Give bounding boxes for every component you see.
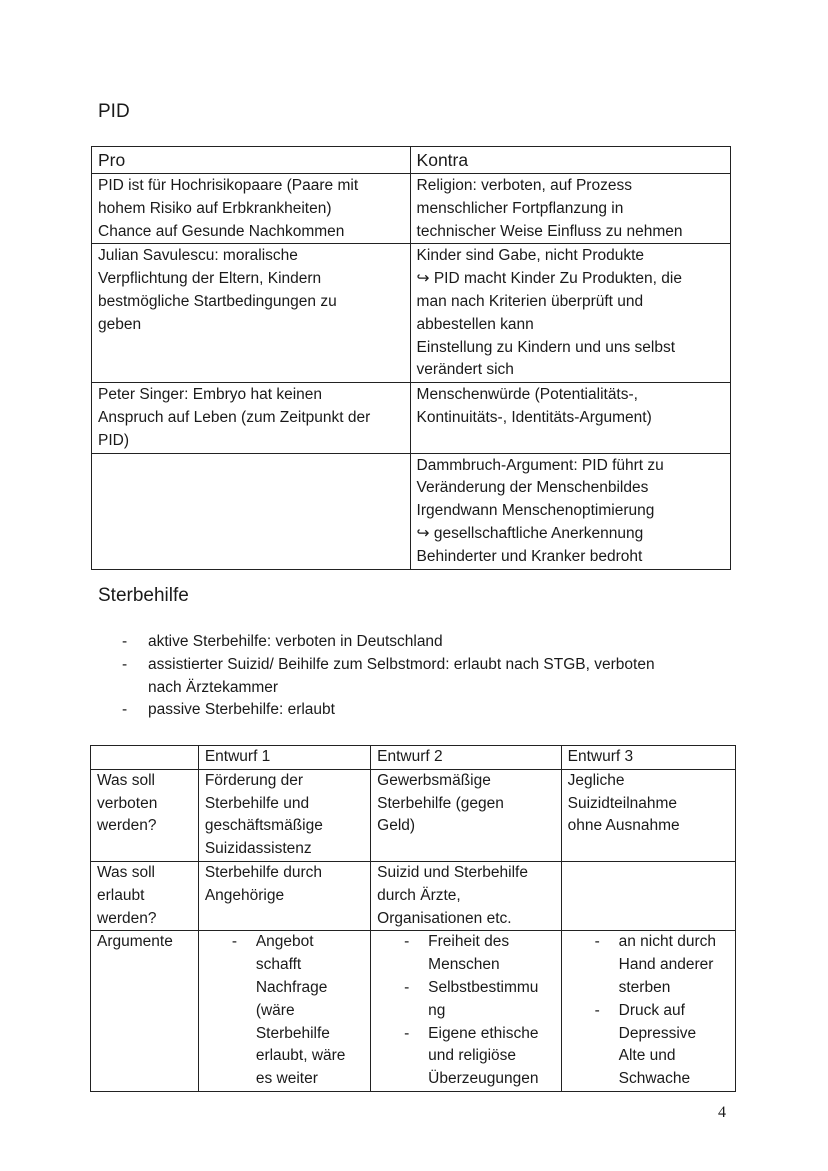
text-line: Anspruch auf Leben (zum Zeitpunkt der xyxy=(98,408,371,426)
text-line: erlaubt, wäre xyxy=(255,1047,346,1065)
list-item xyxy=(568,931,729,999)
entwurf-header-3: Entwurf 3 xyxy=(561,746,735,770)
pid-pro-cell xyxy=(92,244,411,383)
list-item xyxy=(205,931,364,1091)
text-line: passive Sterbehilfe: erlaubt xyxy=(148,701,335,719)
sterbehilfe-bullet-list xyxy=(122,631,742,722)
text-line: Veränderung der Menschenbildes xyxy=(416,479,649,497)
text-line: werden? xyxy=(97,909,157,927)
text-line: es weiter xyxy=(255,1070,318,1088)
table-cell xyxy=(198,861,370,930)
pid-pro-cell xyxy=(92,174,411,244)
text-line: assistierter Suizid/ Beihilfe zum Selbstmord: erlaubt nach STGB, verboten xyxy=(148,655,655,673)
text-line: man nach Kriterien überprüft und xyxy=(416,292,644,310)
row-label-argumente: Argumente xyxy=(91,931,199,1092)
dash-bullet-icon: - xyxy=(122,655,128,673)
text-line: Dammbruch-Argument: PID führt zu xyxy=(416,456,664,474)
table-row xyxy=(92,383,731,453)
pid-kontra-cell xyxy=(410,244,730,383)
text-line: Peter Singer: Embryo hat keinen xyxy=(98,386,323,404)
text-line: Menschen xyxy=(428,956,500,974)
argument-list xyxy=(568,931,729,1091)
pid-kontra-cell xyxy=(410,174,730,244)
page-number: 4 xyxy=(718,1104,726,1121)
table-cell-empty xyxy=(561,861,735,930)
text-line: und religiöse xyxy=(428,1047,517,1065)
pid-table-header-row xyxy=(92,147,731,174)
text-line: Angebot xyxy=(255,933,314,951)
text-line: verboten xyxy=(97,794,158,812)
text-line: durch Ärzte, xyxy=(377,886,461,904)
text-line: nach Ärztekammer xyxy=(148,678,279,696)
entwurf-header-1: Entwurf 1 xyxy=(198,746,370,770)
list-item xyxy=(377,1023,554,1091)
text-line: schafft xyxy=(255,956,302,974)
text-line: an nicht durch xyxy=(618,933,716,951)
text-line: PID) xyxy=(98,431,129,449)
text-line: verändert sich xyxy=(416,361,514,379)
pid-heading: PID xyxy=(98,101,130,122)
sterbehilfe-heading: Sterbehilfe xyxy=(98,585,189,606)
table-cell xyxy=(371,861,561,930)
text-line: Überzeugungen xyxy=(428,1070,539,1088)
text-line: Behinderter und Kranker bedroht xyxy=(416,547,643,565)
dash-bullet-icon: - xyxy=(594,1001,600,1019)
argument-list xyxy=(377,931,554,1091)
text-line: Hand anderer xyxy=(618,956,714,974)
argument-list xyxy=(205,931,364,1091)
text-line: Depressive xyxy=(618,1024,697,1042)
text-line: erlaubt xyxy=(97,886,145,904)
text-line: Religion: verboten, auf Prozess xyxy=(416,177,632,194)
text-line: Was soll xyxy=(97,771,155,789)
entwurf-table xyxy=(90,745,736,1092)
dash-bullet-icon: - xyxy=(122,633,128,650)
text-line: Selbstbestimmu xyxy=(428,978,539,996)
text-line: Suizidteilnahme xyxy=(567,794,678,812)
entwurf-header-row xyxy=(91,746,736,770)
text-line: ↪ PID macht Kinder Zu Produkten, die xyxy=(416,270,682,288)
text-line: technischer Weise Einfluss zu nehmen xyxy=(416,222,683,240)
list-item xyxy=(122,699,742,722)
table-row xyxy=(92,174,731,244)
text-line: Was soll xyxy=(97,863,155,881)
text-line: (wäre xyxy=(255,1001,295,1019)
text-line: Druck auf xyxy=(618,1001,685,1019)
dash-bullet-icon: - xyxy=(404,978,410,996)
text-line: Geld) xyxy=(377,817,416,835)
text-line: Jegliche xyxy=(567,771,625,789)
text-line: Eigene ethische xyxy=(428,1024,539,1042)
text-line: Kinder sind Gabe, nicht Produkte xyxy=(416,247,645,265)
pid-pro-cell xyxy=(92,383,411,453)
text-line: Nachfrage xyxy=(255,978,328,996)
table-cell xyxy=(198,931,370,1092)
text-line: ↪ gesellschaftliche Anerkennung xyxy=(416,524,644,542)
text-line: geschäftsmäßige xyxy=(204,817,323,835)
text-line: Organisationen etc. xyxy=(377,909,512,927)
dash-bullet-icon: - xyxy=(122,701,128,719)
table-cell xyxy=(561,769,735,861)
list-item xyxy=(122,631,742,654)
text-line: Kontinuitäts-, Identitäts-Argument) xyxy=(416,408,652,426)
table-row xyxy=(91,769,736,861)
table-row xyxy=(92,244,731,383)
table-cell xyxy=(371,931,561,1092)
dash-bullet-icon: - xyxy=(594,933,600,951)
list-item xyxy=(568,1000,729,1091)
text-line: hohem Risiko auf Erbkrankheiten) xyxy=(98,199,332,217)
text-line: Sterbehilfe xyxy=(255,1024,330,1042)
text-line: Menschenwürde (Potentialitäts-, xyxy=(416,386,638,404)
pid-kontra-cell xyxy=(410,453,730,569)
text-line: bestmögliche Startbedingungen zu xyxy=(98,292,337,310)
text-line: Suizidassistenz xyxy=(204,840,312,858)
text-line: Freiheit des xyxy=(428,933,510,951)
table-row xyxy=(92,453,731,569)
list-item xyxy=(377,931,554,977)
pid-header-kontra: Kontra xyxy=(410,147,730,174)
entwurf-header-2: Entwurf 2 xyxy=(371,746,561,770)
table-cell xyxy=(198,769,370,861)
text-line: aktive Sterbehilfe: verboten in Deutschland xyxy=(148,633,443,650)
text-line: Gewerbsmäßige xyxy=(377,771,491,789)
dash-bullet-icon: - xyxy=(404,1024,410,1042)
row-label-verboten xyxy=(91,769,199,861)
entwurf-header-empty xyxy=(91,746,199,770)
text-line: werden? xyxy=(97,817,157,835)
pid-table xyxy=(91,146,731,570)
text-line: Sterbehilfe durch xyxy=(204,863,323,881)
dash-bullet-icon: - xyxy=(231,933,237,951)
text-line: Einstellung zu Kindern und uns selbst xyxy=(416,338,676,356)
pid-pro-cell-empty xyxy=(92,453,411,569)
text-line: Julian Savulescu: moralische xyxy=(98,247,298,265)
text-line: geben xyxy=(98,315,142,333)
list-item xyxy=(377,977,554,1023)
text-line: menschlicher Fortpflanzung in xyxy=(416,199,624,217)
text-line: Alte und xyxy=(618,1047,676,1065)
text-line: abbestellen kann xyxy=(416,315,534,333)
table-row xyxy=(91,861,736,930)
text-line: PID ist für Hochrisikopaare (Paare mit xyxy=(98,177,359,194)
text-line: ng xyxy=(428,1001,446,1019)
table-row xyxy=(91,931,736,1092)
text-line: Sterbehilfe (gegen xyxy=(377,794,504,812)
dash-bullet-icon: - xyxy=(404,933,410,951)
text-line: Sterbehilfe und xyxy=(204,794,310,812)
table-cell xyxy=(371,769,561,861)
text-line: Angehörige xyxy=(204,886,285,904)
pid-kontra-cell xyxy=(410,383,730,453)
text-line: Schwache xyxy=(618,1070,691,1088)
list-item xyxy=(122,654,742,700)
text-line: sterben xyxy=(618,978,671,996)
pid-header-pro: Pro xyxy=(92,147,411,174)
table-cell xyxy=(561,931,735,1092)
text-line: Chance auf Gesunde Nachkommen xyxy=(98,222,345,240)
text-line: Förderung der xyxy=(204,771,304,789)
row-label-erlaubt xyxy=(91,861,199,930)
text-line: Suizid und Sterbehilfe xyxy=(377,863,528,881)
text-line: Verpflichtung der Eltern, Kindern xyxy=(98,270,322,288)
text-line: Irgendwann Menschenoptimierung xyxy=(416,502,655,520)
text-line: ohne Ausnahme xyxy=(567,817,680,835)
